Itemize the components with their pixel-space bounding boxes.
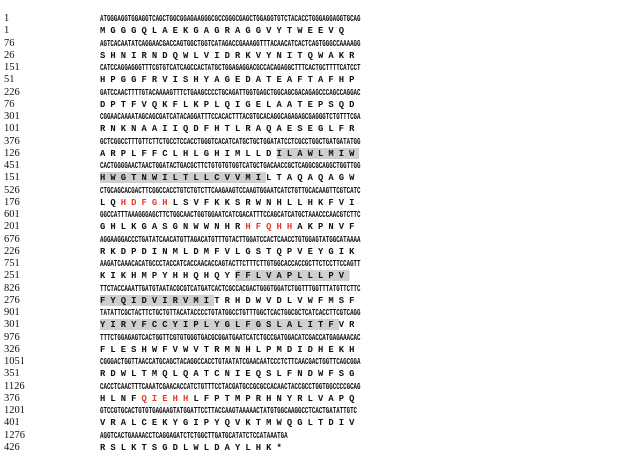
residue-segment: RKDPDINMLDMFVLGSTQPVEYGIK: [100, 245, 360, 257]
amino-acid-row: [0, 246, 635, 258]
position-number: 1201: [4, 405, 25, 416]
residue-segment: DPTFVQKFLKPLQIGELAATEPSQD: [100, 98, 360, 110]
position-number: 176: [4, 196, 20, 208]
residue-segment: LTAQAQAGW: [266, 172, 360, 184]
amino-acid-sequence: [100, 197, 360, 209]
amino-acid-row: [0, 50, 635, 62]
residue-segment: SHNIRNDQWLVIDRKVYNITQWAKR: [100, 49, 360, 61]
position-number: 451: [4, 160, 20, 171]
amino-acid-sequence: [100, 417, 360, 429]
amino-acid-row: [0, 197, 635, 209]
nucleotide-row: [0, 405, 635, 417]
nucleotide-sequence: CACTGGGGAACTAACTGGATACTGACGCTTCTGTGTGTGGTCATGCTGACAACCGCTCAGGCGCAGGCTGGTTGG: [100, 160, 361, 171]
position-number: 826: [4, 282, 20, 294]
residue-segment: HLNF: [100, 392, 142, 404]
nucleotide-sequence: CTGCAGCACGACTTCGGCCACCTGTCTGTCTTCAAGAAGTCCAAGTGGAATCATCTGTTGCACAAGTTCGTCATC: [100, 184, 361, 196]
nucleotide-sequence: GTCCGTGCACTGTGTGAGAAGTATGGATTCCTTACCAAGTAAAAACTATGTGGCAAGGCCTCACTGATATTGTC: [100, 405, 358, 416]
amino-acid-sequence: [100, 442, 287, 454]
amino-acid-sequence: [100, 319, 360, 331]
amino-acid-row: [0, 319, 635, 331]
amino-acid-row: [0, 368, 635, 380]
transmembrane-segment: ILAWLMIW: [276, 147, 360, 159]
position-number: 76: [4, 98, 15, 110]
position-number: 301: [4, 319, 20, 331]
position-number: 126: [4, 147, 20, 159]
residue-segment: HPGGFRVISHYAGEDATEAFTAFHP: [100, 74, 360, 86]
position-number: 1126: [4, 380, 25, 392]
nucleotide-sequence: GCTCGGCCTTTGTTCTTCTGCCTCCACCTGGGTCACATCATGCTGCTGGATATCCTCGCCTGGCTGATGATATGG: [100, 135, 361, 147]
transmembrane-segment: FYQIDVIRVMI: [100, 294, 215, 306]
nucleotide-sequence: GATCCAACTTTTGTACAAAAGTTTCTGAAGCCCCTGCAGATTGGTGAGCTGGCAGCGACAGAGCCCAGCCAGGAC: [100, 86, 361, 98]
nucleotide-row: [0, 430, 635, 442]
nucleotide-row: [0, 356, 635, 368]
amino-acid-sequence: [100, 270, 349, 282]
position-number: 226: [4, 245, 20, 257]
residue-segment: KIKHMPYHHQHQY: [100, 270, 235, 282]
amino-acid-row: [0, 417, 635, 429]
amino-acid-sequence: [100, 123, 360, 135]
position-number: 901: [4, 307, 20, 318]
nucleotide-row: [0, 136, 635, 148]
nucleotide-row: [0, 62, 635, 74]
position-number: 26: [4, 49, 15, 61]
nucleotide-row: [0, 283, 635, 295]
amino-acid-row: [0, 74, 635, 86]
residue-segment: VR: [338, 319, 360, 331]
residue-segment: RSLKTSGDLWLDAYLHK*: [100, 441, 287, 453]
amino-acid-row: [0, 172, 635, 184]
position-number: 76: [4, 37, 15, 49]
amino-acid-sequence: [100, 393, 360, 405]
amino-acid-sequence: [100, 246, 360, 258]
amino-acid-row: [0, 123, 635, 135]
residue-segment: FLESHWFVWVTRMNHLPMDIDHEKH: [100, 343, 360, 355]
nucleotide-row: [0, 111, 635, 123]
position-number: 276: [4, 294, 20, 306]
residue-segment: TRHDWVDLVWFMSF: [214, 294, 360, 306]
amino-acid-sequence: [100, 50, 360, 62]
amino-acid-sequence: [100, 368, 360, 380]
nucleotide-sequence: CGGGACTGGTTAACCATGCAGCTACAGGCCACCTGTAATATCGAACAATCCCTCTTCAACGACTGGTTCAGCGGA: [100, 356, 361, 367]
amino-acid-sequence: [100, 221, 360, 233]
position-number: 1: [4, 25, 10, 37]
nucleotide-sequence: GGCCATTTAAAGGGAGCTTCTGGCAACTGGTGGAATCATCGACATTTCCAGCATCATGCTAAACCCAACGTCTTC: [100, 209, 361, 220]
amino-acid-sequence: [100, 172, 360, 184]
amino-acid-sequence: [100, 99, 360, 111]
nucleotide-sequence: CACCTCAACTTTCAAATCGAACACCATCTGTTTCCTACGATGCCGCGCCACAACTACCGCCTGGTGGCCCCGCAG: [100, 380, 361, 392]
amino-acid-row: [0, 221, 635, 233]
nucleotide-row: [0, 234, 635, 246]
amino-acid-row: [0, 393, 635, 405]
nucleotide-row: [0, 87, 635, 99]
nucleotide-row: [0, 160, 635, 172]
amino-acid-sequence: [100, 74, 360, 86]
amino-acid-sequence: [100, 295, 360, 307]
nucleotide-row: [0, 209, 635, 221]
nucleotide-row: [0, 185, 635, 197]
residue-segment: MGGGQLAEKGAGRAGGVYTWEEVQ: [100, 25, 350, 37]
position-number: 226: [4, 86, 20, 98]
histidine-box-motif: HDFGH: [120, 196, 173, 208]
nucleotide-row: [0, 307, 635, 319]
position-number: 326: [4, 343, 20, 355]
position-number: 101: [4, 123, 20, 135]
transmembrane-segment: FFLVAPLLLPV: [234, 270, 350, 282]
position-number: 151: [4, 62, 20, 73]
residue-segment: VRALCEKYGIPYQVKTMWQGLTDIV: [100, 417, 360, 429]
transmembrane-segment: YIRYFCCYIPLYGLFGSLALITF: [100, 319, 339, 331]
nucleotide-row: [0, 381, 635, 393]
amino-acid-row: [0, 25, 635, 37]
position-number: 151: [4, 172, 20, 184]
position-number: 1051: [4, 356, 25, 367]
nucleotide-row: [0, 38, 635, 50]
position-number: 401: [4, 417, 20, 429]
amino-acid-sequence: [100, 25, 349, 37]
position-number: 601: [4, 209, 20, 220]
residue-segment: GHLKGASGNWWNHR: [100, 221, 246, 233]
residue-segment: RDWLTMQLQATCNIEQSLFNDWFSG: [100, 368, 360, 380]
position-number: 376: [4, 392, 20, 404]
amino-acid-row: [0, 344, 635, 356]
position-number: 351: [4, 368, 20, 380]
nucleotide-sequence: AGTCACAATATCAGGAACGACCAGTGGCTGGTCATAGACCGAAAGGTTTACAACATCACTCAGTGGGCCAAAAGG: [100, 37, 361, 49]
amino-acid-sequence: [100, 148, 360, 160]
histidine-box-motif: HFQHH: [245, 221, 298, 233]
residue-segment: LQ: [100, 196, 121, 208]
position-number: 976: [4, 331, 20, 343]
position-number: 676: [4, 233, 20, 245]
amino-acid-sequence: [100, 344, 360, 356]
nucleotide-sequence: ATGGGAGGTGGAGGTCAGCTGGCGGAGAAGGGCGCCGGGCGAGCTGGAGGTGTCTACACCTGGGAGGAGGTGCAG: [100, 13, 361, 24]
nucleotide-sequence: AGGTCACTGAAAACCTCAGGAGATCTCTGGCTTGATGCATATCTCCATAAATGA: [100, 429, 288, 441]
residue-segment: ARPLFFCLHLGHIMLLD: [100, 147, 277, 159]
position-number: 301: [4, 111, 20, 122]
nucleotide-sequence: TTCTACCAAATTGATGTAATACGCGTCATGATCACTCGCCACGACTGGGTGGATCTGGTTTGGTTTATGTTCTTC: [100, 282, 361, 294]
nucleotide-sequence: TTTCTGGAGAGTCACTGGTTCGTGTGGGTGACGCGGATGAATCATCTGCCGATGGACATCGACCATGAGAAACAC: [100, 331, 361, 343]
nucleotide-sequence: AGGAAGGACCCTGATATCAACATGTTAGACATGTTTGTACTTGGATCCACTCAACCTGTGGAGTATGGCATAAAA: [100, 233, 361, 245]
residue-segment: LSVFKKSRWNHLLHKFVI: [172, 196, 360, 208]
position-number: 1276: [4, 429, 25, 441]
position-number: 376: [4, 135, 20, 147]
amino-acid-row: [0, 99, 635, 111]
amino-acid-row: [0, 442, 635, 454]
nucleotide-sequence: CGGAACAAAATAGCAGCGATCATACAGGATTTCCACACTTTACGTGCACAGGCAGAGAGCGAGGGTCTGTTTCGA: [100, 111, 361, 122]
position-number: 1: [4, 13, 10, 24]
amino-acid-row: [0, 270, 635, 282]
nucleotide-sequence: AAGATCAAACACATGCCCTACCATCACCAACACCAGTACTTCTTTCTTGTGGCACCACCGCTTCTCCTTCCAGTT: [100, 258, 361, 269]
nucleotide-sequence: CATCCAGGAGGGTTTCGTGTCATCAGCCACTATGCTGGAGAGGACGCCACAGAGGCTTTCACTGCTTTTCATCCT: [100, 62, 361, 73]
residue-segment: LFPTMPRHNYRLVAPQ: [193, 392, 360, 404]
amino-acid-row: [0, 148, 635, 160]
histidine-box-motif: QIEHH: [141, 392, 194, 404]
position-number: 426: [4, 441, 20, 453]
position-number: 751: [4, 258, 20, 269]
nucleotide-row: [0, 332, 635, 344]
transmembrane-segment: HWGTNWILTLLCVVMI: [100, 172, 267, 184]
nucleotide-row: [0, 258, 635, 270]
amino-acid-row: [0, 295, 635, 307]
position-number: 51: [4, 74, 15, 86]
nucleotide-row: [0, 13, 635, 25]
position-number: 251: [4, 270, 20, 282]
position-number: 526: [4, 184, 20, 196]
residue-segment: RNKNAAIIQDFHTLRAQAESEGLFR: [100, 123, 360, 135]
nucleotide-sequence: TATATTCGCTACTTCTGCTGTTACATACCCCTGTATGGCCTGTTTGGCTCACTGGCGCTCATCACCTTCGTCAGG: [100, 307, 361, 318]
residue-segment: AKPNVF: [297, 221, 360, 233]
position-number: 201: [4, 221, 20, 233]
